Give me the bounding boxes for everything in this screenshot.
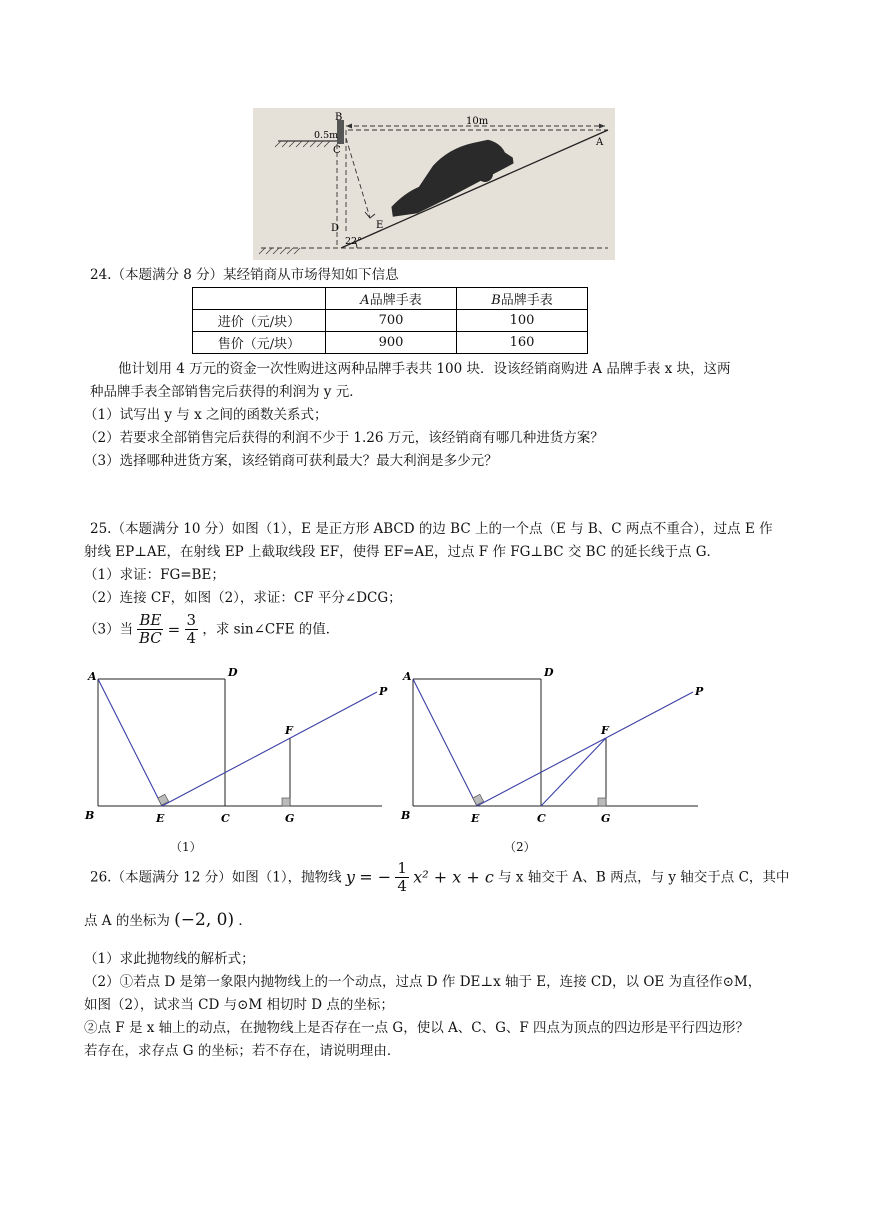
q26-line2: 点 A 的坐标为 (−2, 0) ．: [84, 910, 252, 930]
car-slope-figure: [253, 108, 615, 260]
label-A: A: [596, 137, 604, 148]
q26-sub2c: ②点 F 是 x 轴上的动点，在抛物线上是否存在一点 G，使以 A、C、G、F 四点为顶点的四边形是平行四边形？: [84, 1020, 750, 1036]
q24-sub1: （1）试写出 y 与 x 之间的函数关系式；: [84, 407, 328, 423]
q26-sub2a: （2）①若点 D 是第一象限内抛物线上的一个动点，过点 D 作 DE⊥x 轴于 E，连接 CD，以 OE 为直径作⊙M，: [84, 974, 762, 990]
q24-para1: 他计划用 4 万元的资金一次性购进这两种品牌手表共 100 块．设该经销商购进 A 品牌手表 x 块，这两: [118, 361, 731, 377]
fig2-caption: （2）: [504, 840, 536, 854]
price-table: [192, 287, 588, 354]
square-figure-1: [80, 664, 390, 834]
pt-E: E: [156, 812, 165, 825]
cell-cost-b: 100: [457, 310, 588, 332]
ratio-fraction: $\frac{BE}{BC}$: [138, 611, 162, 647]
pt2-C: C: [537, 812, 546, 825]
q25-sub3: （3）当 $\frac{BE}{BC}$ = $\frac{3}{4}$ ，求 sin∠CFE 的值．: [84, 611, 340, 647]
row-price-label: 售价（元/块）: [193, 332, 326, 354]
pt2-B: B: [401, 809, 411, 822]
q26-sub1: （1）求此抛物线的解析式；: [84, 951, 255, 967]
pt2-A: A: [403, 670, 412, 683]
pt-A: A: [88, 670, 97, 683]
pt-C: C: [221, 812, 230, 825]
fig1-caption: （1）: [170, 840, 202, 854]
q24-sub2: （2）若要求全部销售完后获得的利润不少于 1.26 万元，该经销商有哪几种进货方案？: [84, 430, 604, 446]
pt2-F: F: [601, 724, 609, 737]
q25-line1: 25.（本题满分 10 分）如图（1），E 是正方形 ABCD 的边 BC 上的一个点（E 与 B、C 两点不重合），过点 E 作: [90, 521, 773, 537]
label-E: E: [376, 220, 384, 231]
label-C: C: [333, 145, 341, 156]
pt2-D: D: [544, 666, 554, 679]
pt-B: B: [85, 809, 95, 822]
cell-price-b: 160: [457, 332, 588, 354]
formula-fraction: $\frac{1}{4}$: [397, 859, 407, 895]
label-10m: 10m: [466, 116, 489, 127]
q25-sub1: （1）求证：FG=BE；: [84, 567, 225, 583]
cell-price-a: 900: [326, 332, 457, 354]
value-fraction: $\frac{3}{4}$: [186, 611, 197, 647]
label-angle: 22°: [345, 236, 362, 247]
label-D: D: [331, 223, 340, 234]
q26-sub2d: 若存在，求存点 G 的坐标；若不存在，请说明理由．: [84, 1043, 401, 1059]
pt-G: G: [285, 812, 295, 825]
pt2-P: P: [695, 685, 704, 698]
q26-line1: 26.（本题满分 12 分）如图（1），抛物线 y = − $\frac{1}{4}$ x² + x + c 与 x 轴交于 A、B 两点，与 y 轴交于点 C，其中: [90, 859, 790, 895]
col-a-header: A品牌手表: [326, 288, 457, 310]
q24-sub3: （3）选择哪种进货方案，该经销商可获利最大？最大利润是多少元？: [84, 453, 498, 469]
label-half-m: 0.5m: [314, 130, 339, 141]
q24-header: 24.（本题满分 8 分）某经销商从市场得知如下信息: [90, 267, 399, 283]
q26-sub2b: 如图（2），试求当 CD 与⊙M 相切时 D 点的坐标；: [84, 997, 394, 1013]
cell-cost-a: 700: [326, 310, 457, 332]
square-figure-2: [396, 664, 706, 834]
q24-para2: 种品牌手表全部销售完后获得的利润为 y 元．: [90, 384, 363, 400]
pt2-E: E: [471, 812, 480, 825]
pt-F: F: [285, 724, 293, 737]
pt-P: P: [379, 685, 388, 698]
col-b-header: B品牌手表: [457, 288, 588, 310]
row-cost-label: 进价（元/块）: [193, 310, 326, 332]
pt-D: D: [228, 666, 238, 679]
pt2-G: G: [601, 812, 611, 825]
label-B: B: [335, 112, 343, 123]
q25-line2: 射线 EP⊥AE，在射线 EP 上截取线段 EF，使得 EF=AE，过点 F 作 FG⊥BC 交 BC 的延长线于点 G．: [84, 544, 721, 560]
q25-sub2: （2）连接 CF，如图（2），求证：CF 平分∠DCG；: [84, 590, 402, 606]
